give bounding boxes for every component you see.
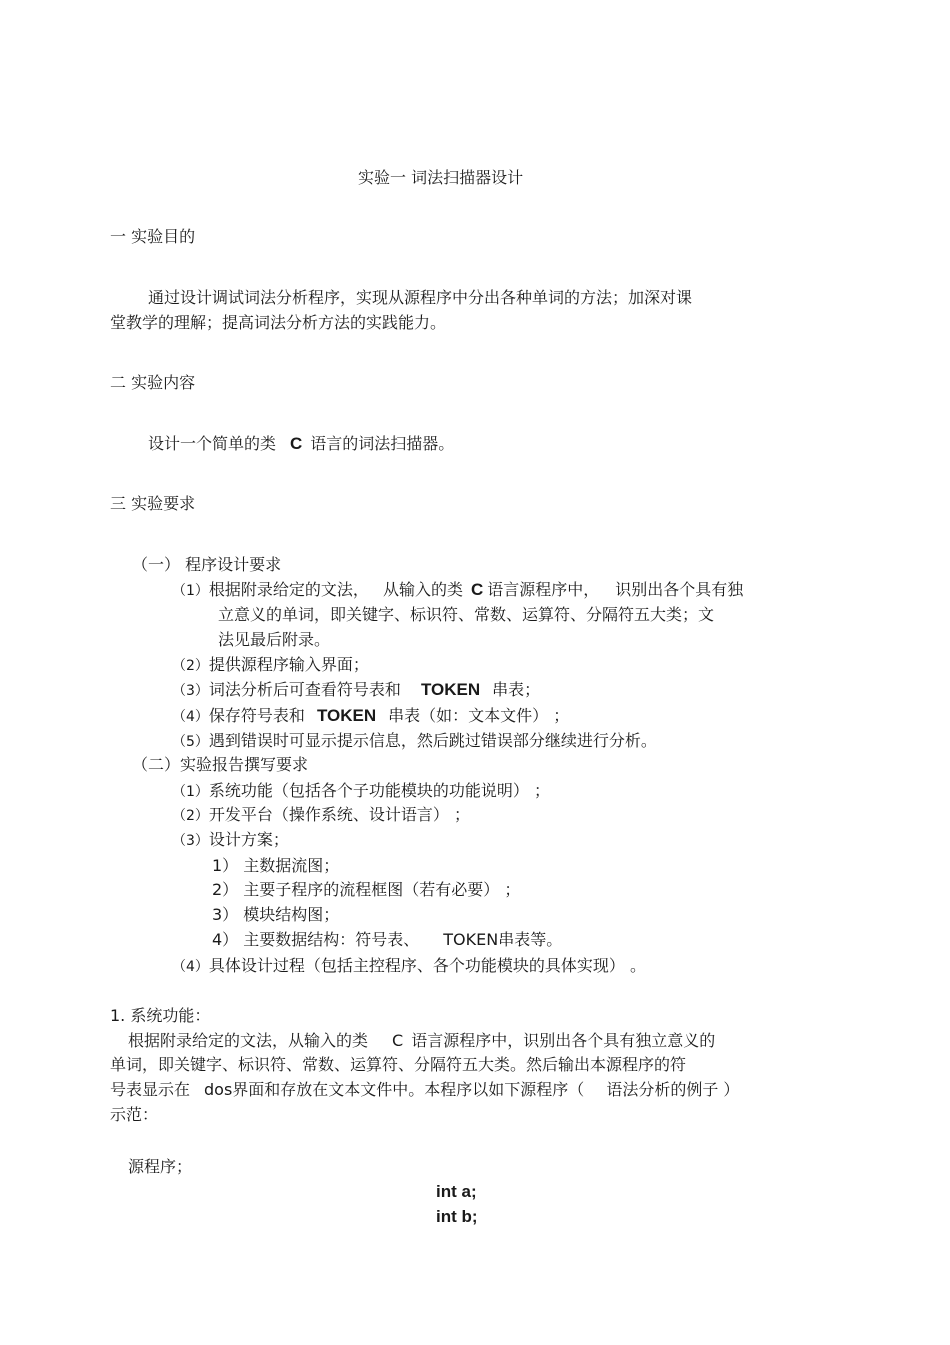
req-item-5 xyxy=(172,731,657,752)
function-line-3-a: 号表显示在 xyxy=(110,1080,191,1099)
section-heading-purpose: 一 实验目的 xyxy=(110,227,196,246)
req-1-text-a: 根据附录给定的文法， xyxy=(208,580,369,599)
req-num: （3） xyxy=(172,683,209,699)
req-4-text-a: 保存符号表和 xyxy=(208,706,305,725)
report-subitem-4 xyxy=(212,930,562,950)
function-line-3-b: 界面和存放在文本文件中。本程序以如下源程序（ xyxy=(232,1080,585,1099)
req-num: （2） xyxy=(172,658,209,674)
section-heading-requirements: 三 实验要求 xyxy=(110,494,196,513)
req-3-text-a: 词法分析后可查看符号表和 xyxy=(208,680,401,699)
req-num: （4） xyxy=(172,709,209,725)
req-2-text: 提供源程序输入界面； xyxy=(208,655,369,674)
report-3-text: 设计方案； xyxy=(208,830,289,849)
report-4-text: 具体设计过程（包括主控程序、各个功能模块的具体实现） 。 xyxy=(208,956,647,975)
function-line-1 xyxy=(128,1031,715,1051)
report-subitem-4-token: TOKEN串表等。 xyxy=(443,930,563,949)
content-text-a: 设计一个简单的类 xyxy=(148,434,277,453)
req-5-text: 遇到错误时可显示提示信息，然后跳过错误部分继续进行分析。 xyxy=(208,731,657,750)
req-item-2 xyxy=(172,655,369,676)
page-title: 实验一 词法扫描器设计 xyxy=(358,168,524,187)
sub-heading-report: （二）实验报告撰写要求 xyxy=(132,755,309,774)
report-item-1 xyxy=(172,781,550,802)
req-num: （2） xyxy=(172,808,209,824)
section-heading-system-function: 1. 系统功能： xyxy=(110,1006,211,1025)
function-dos-label: dos xyxy=(204,1080,233,1099)
req-item-1-line-2: 立意义的单词，即关键字、标识符、常数、运算符、分隔符五大类；文 xyxy=(218,605,715,624)
req-1-c-label: C xyxy=(470,580,484,599)
source-program-label: 源程序； xyxy=(128,1157,193,1176)
report-2-text: 开发平台（操作系统、设计语言） ； xyxy=(208,805,471,824)
report-subitem-1: 1） 主数据流图； xyxy=(212,856,340,875)
req-num: （1） xyxy=(172,583,209,599)
content-text-b: 语言的词法扫描器。 xyxy=(310,434,455,453)
sub-heading-program: （一） 程序设计要求 xyxy=(132,555,282,574)
purpose-paragraph-line-2: 堂教学的理解；提高词法分析方法的实践能力。 xyxy=(110,313,447,332)
req-1-text-b: 从输入的类 xyxy=(382,580,463,599)
content-paragraph xyxy=(148,434,454,454)
req-num: （1） xyxy=(172,784,209,800)
req-1-text-e: 识别出各个具有独 xyxy=(615,580,744,599)
function-line-3-c: 语法分析的例子 ） xyxy=(606,1080,740,1099)
req-num: （4） xyxy=(172,959,209,975)
req-item-1-line-3: 法见最后附录。 xyxy=(218,630,331,649)
content-c-label: C xyxy=(290,434,303,453)
req-4-token-label: TOKEN xyxy=(316,706,377,725)
function-line-1-b: 语言源程序中，识别出各个具有独立意义的 xyxy=(411,1031,716,1050)
report-1-text: 系统功能（包括各个子功能模块的功能说明） ； xyxy=(208,781,551,800)
function-line-1-a: 根据附录给定的文法，从输入的类 xyxy=(128,1031,369,1050)
function-line-4: 示范： xyxy=(110,1105,159,1124)
req-3-token-label: TOKEN xyxy=(420,680,481,699)
section-heading-content: 二 实验内容 xyxy=(110,373,196,392)
req-item-4 xyxy=(172,706,569,727)
code-line-1: int a; xyxy=(436,1182,477,1201)
req-1-text-d: 语言源程序中， xyxy=(487,580,600,599)
function-c-label: C xyxy=(392,1031,404,1050)
req-item-1 xyxy=(172,580,743,601)
report-subitem-2: 2） 主要子程序的流程框图（若有必要） ； xyxy=(212,880,521,899)
function-line-3 xyxy=(110,1080,739,1100)
req-item-3 xyxy=(172,680,540,701)
function-line-2: 单词，即关键字、标识符、常数、运算符、分隔符五大类。然后输出本源程序的符 xyxy=(110,1055,687,1074)
report-item-3 xyxy=(172,830,289,851)
report-subitem-3: 3） 模块结构图； xyxy=(212,905,340,924)
purpose-paragraph-line-1: 通过设计调试词法分析程序，实现从源程序中分出各种单词的方法；加深对课 xyxy=(148,288,693,307)
report-item-2 xyxy=(172,805,470,826)
req-num: （5） xyxy=(172,734,209,750)
req-3-text-b: 串表； xyxy=(492,680,541,699)
code-line-2: int b; xyxy=(436,1207,478,1226)
report-item-4 xyxy=(172,956,646,977)
req-num: （3） xyxy=(172,833,209,849)
req-4-text-b: 串表（如：文本文件） ； xyxy=(388,706,570,725)
report-subitem-4-text: 4） 主要数据结构：符号表、 xyxy=(212,930,420,949)
